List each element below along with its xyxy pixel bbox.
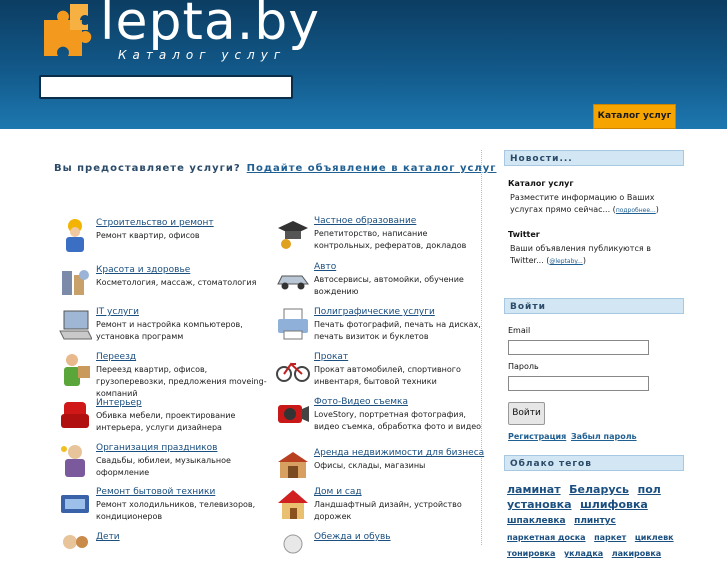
- builder-icon: [58, 218, 92, 252]
- news-text: Ваши объявления публикуются в Twitter... (@leptaby...): [510, 244, 651, 265]
- news-title: Twitter: [508, 230, 540, 239]
- category-title[interactable]: Обежда и обувь: [314, 532, 391, 542]
- tag-link[interactable]: циклевк: [634, 533, 674, 542]
- tag-link[interactable]: лакировка: [611, 549, 662, 558]
- appliance-icon: [58, 487, 92, 521]
- tag-link[interactable]: пол: [637, 483, 661, 496]
- category-title[interactable]: Дом и сад: [314, 487, 362, 497]
- forgot-password-link[interactable]: Забыл пароль: [571, 432, 637, 441]
- category-desc: Автосервисы, автомойки, обучение вождению: [314, 275, 464, 296]
- news-text: Разместите информацию о Ваших услугах прямо сейчас... (подробнее...): [510, 193, 659, 214]
- catalog-button[interactable]: Каталог услуг: [593, 104, 676, 129]
- house-icon: [276, 487, 310, 521]
- tag-link[interactable]: паркетная доска: [507, 533, 586, 542]
- promo-line: [54, 163, 497, 174]
- header: [0, 0, 727, 129]
- category-desc: Косметология, массаж, стоматология: [96, 278, 257, 287]
- category-title[interactable]: Красота и здоровье: [96, 265, 191, 275]
- category-title[interactable]: Дети: [96, 532, 120, 542]
- tag-link[interactable]: укладка: [563, 549, 604, 558]
- category-desc: Офисы, склады, магазины: [314, 461, 426, 470]
- logo-text[interactable]: lepta.by: [100, 0, 321, 52]
- category-title[interactable]: Фото-Видео съемка: [314, 397, 408, 407]
- category-desc: Репетиторство, написание контрольных, рефератов, докладов: [314, 229, 467, 250]
- graduation-cap-icon: [276, 216, 310, 250]
- category-title[interactable]: Организация праздников: [96, 443, 218, 453]
- camera-icon: [276, 397, 310, 431]
- category-desc: Переезд квартир, офисов, грузоперевозки, предложения moveing-компаний: [96, 365, 267, 398]
- tag-cloud: [507, 481, 687, 560]
- tags-header: Облако тегов: [504, 455, 684, 471]
- tag-link[interactable]: паркет: [594, 533, 627, 542]
- email-label: Email: [508, 326, 531, 335]
- password-field[interactable]: [508, 376, 649, 391]
- puzzle-logo-icon[interactable]: [40, 2, 98, 58]
- category-title[interactable]: IT услуги: [96, 307, 139, 317]
- tag-link[interactable]: ламинат: [507, 483, 561, 496]
- email-field[interactable]: [508, 340, 649, 355]
- news-header: Новости...: [504, 150, 684, 166]
- beauty-icon: [58, 265, 92, 299]
- category-desc: Ремонт холодильников, телевизоров, кондиционеров: [96, 500, 256, 521]
- laptop-icon: [58, 307, 92, 341]
- category-desc: Ремонт и настройка компьютеров, установка программ: [96, 320, 243, 341]
- bicycle-icon: [276, 352, 310, 386]
- category-title[interactable]: Частное образование: [314, 216, 417, 226]
- promo-link[interactable]: Подайте объявление в каталог услуг: [246, 163, 497, 174]
- category-title[interactable]: Ремонт бытовой техники: [96, 487, 216, 497]
- category-title[interactable]: Авто: [314, 262, 337, 272]
- tag-link[interactable]: тонировка: [507, 549, 556, 558]
- password-label: Пароль: [508, 362, 539, 371]
- tag-link[interactable]: установка: [507, 498, 572, 511]
- register-link[interactable]: Регистрация: [508, 432, 567, 441]
- category-title[interactable]: Строительство и ремонт: [96, 218, 214, 228]
- search-input[interactable]: [39, 75, 293, 99]
- tag-link[interactable]: шлифовка: [580, 498, 648, 511]
- mover-icon: [58, 352, 92, 386]
- category-title[interactable]: Полиграфические услуги: [314, 307, 435, 317]
- category-desc: Обивка мебели, проектирование интерьера, услуги дизайнера: [96, 411, 236, 432]
- armchair-icon: [58, 398, 92, 432]
- tag-link[interactable]: Беларусь: [569, 483, 630, 496]
- party-icon: [58, 443, 92, 477]
- clothes-icon: [276, 532, 310, 566]
- column-divider: [481, 150, 482, 545]
- category-desc: Свадьбы, юбилеи, музыкальное оформление: [96, 456, 231, 477]
- category-title[interactable]: Переезд: [96, 352, 137, 362]
- news-text-body: Ваши объявления публикуются в Twitter...: [510, 244, 651, 265]
- category-title[interactable]: Аренда недвижимости для бизнеса: [314, 448, 485, 458]
- category-desc: Прокат автомобилей, спортивного инвентаря, бытовой техники: [314, 365, 461, 386]
- car-icon: [276, 262, 310, 296]
- category-desc: Печать фотографий, печать на дисках, печать визиток и буклетов: [314, 320, 481, 341]
- category-desc: Ландшафтный дизайн, устройство дорожек: [314, 500, 462, 521]
- printer-icon: [276, 307, 310, 341]
- category-title[interactable]: Прокат: [314, 352, 349, 362]
- kids-icon: [58, 532, 92, 566]
- logo-subtitle: Каталог услуг: [118, 48, 287, 62]
- twitter-link[interactable]: @leptaby...: [549, 258, 583, 265]
- news-more-link[interactable]: подробнее...: [615, 207, 656, 214]
- tag-link[interactable]: шпаклевка: [507, 516, 566, 526]
- category-desc: Ремонт квартир, офисов: [96, 231, 200, 240]
- warehouse-icon: [276, 448, 310, 482]
- category-desc: LoveStory, портретная фотография, видео съемка, обработка фото и видео: [314, 410, 482, 431]
- category-title[interactable]: Интерьер: [96, 398, 142, 408]
- news-title: Каталог услуг: [508, 179, 574, 188]
- news-text-body: Разместите информацию о Ваших услугах прямо сейчас...: [510, 193, 655, 214]
- promo-question: Вы предоставляете услуги?: [54, 163, 241, 174]
- login-button[interactable]: Войти: [508, 402, 545, 425]
- tag-link[interactable]: плинтус: [574, 516, 616, 526]
- login-header: Войти: [504, 298, 684, 314]
